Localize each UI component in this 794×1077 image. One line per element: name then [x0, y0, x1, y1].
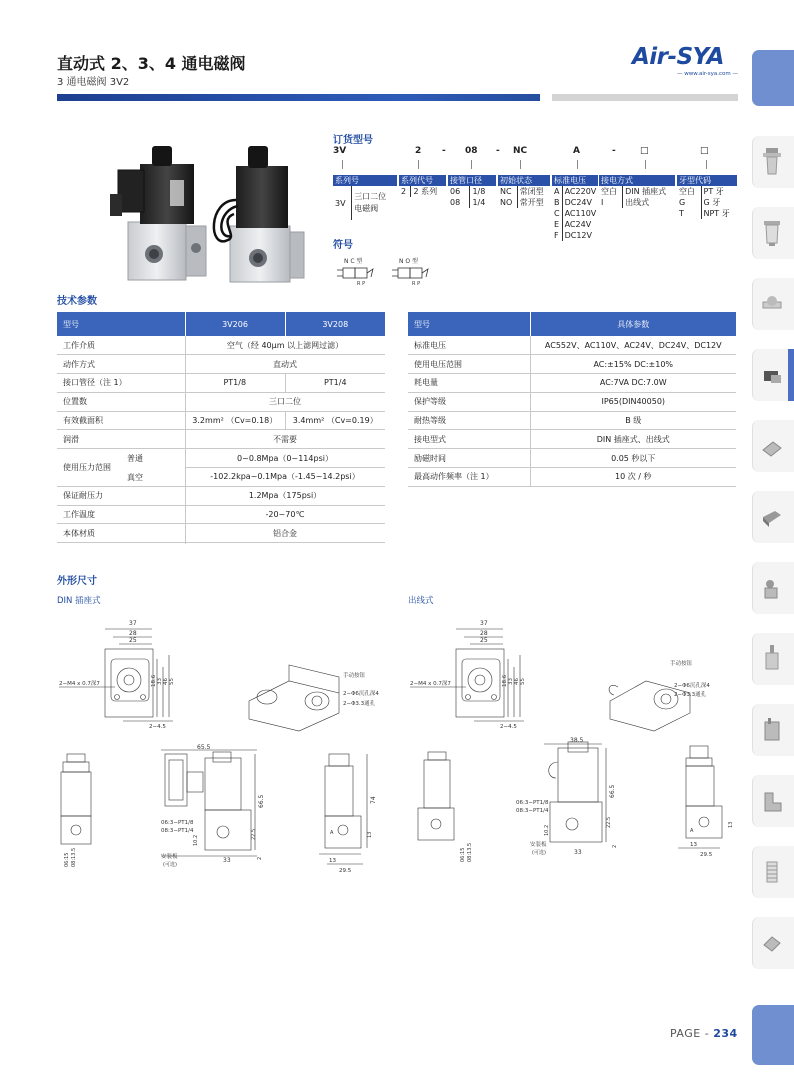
order-thread-table [677, 175, 737, 219]
symbol-heading: 符号 [333, 240, 353, 251]
side-tab-page[interactable] [752, 1005, 794, 1065]
side-tab-filter[interactable] [752, 136, 794, 188]
table-row: 耐热等级 B 级 [408, 411, 736, 430]
page-number: PAGE - 234 [670, 1027, 738, 1040]
table-row: 工作介质 空气（经 40μm 以上滤网过滤） [57, 336, 385, 355]
svg-text:06:15: 06:15 [64, 852, 70, 867]
order-voltage-code: F [554, 231, 559, 240]
table-row: 耗电量 AC:7VA DC:7.0W [408, 374, 736, 393]
order-initial-desc: 常开型 [517, 197, 550, 208]
svg-text:2−4.5: 2−4.5 [149, 724, 166, 730]
svg-text:22.5: 22.5 [606, 816, 612, 828]
table-row: 最高动作频率（注 1） 10 次 / 秒 [408, 468, 736, 487]
order-thread-code: 空白 [679, 187, 695, 196]
code-thread: □ [700, 146, 709, 156]
svg-text:2: 2 [257, 856, 263, 860]
order-series-desc: 三口二位 电磁阀 [352, 186, 397, 220]
order-thread-code: G [679, 198, 686, 207]
svg-text:10.2: 10.2 [193, 834, 199, 846]
table-row: 接电型式 DIN 插座式、出线式 [408, 430, 736, 449]
svg-text:65.5: 65.5 [197, 744, 211, 751]
spec-header-params: 具体参数 [530, 312, 736, 336]
svg-text:2−M4 x 0.7深7: 2−M4 x 0.7深7 [59, 681, 100, 687]
solenoid-icon [761, 359, 783, 391]
svg-text:13: 13 [329, 858, 336, 864]
filter-icon [761, 146, 783, 178]
order-port-desc: 1/8 [470, 186, 496, 197]
silencer-icon [761, 856, 783, 888]
svg-text:33: 33 [157, 678, 163, 685]
valve-symbols [333, 256, 443, 288]
lubricator-icon [761, 217, 783, 249]
side-tab-lubricator[interactable] [752, 207, 794, 259]
svg-text:55: 55 [520, 678, 526, 685]
order-initial-table [498, 175, 550, 208]
code-voltage: A [573, 146, 580, 156]
svg-text:66.5: 66.5 [609, 784, 616, 798]
order-series-header: 系列号 [333, 175, 397, 186]
switch-icon [761, 714, 783, 746]
svg-text:38.5: 38.5 [570, 737, 584, 744]
spec-header-3v208: 3V208 [285, 312, 385, 336]
tech-heading: 技术参数 [57, 296, 97, 307]
svg-text:18.6: 18.6 [151, 674, 157, 687]
logo-text: Air-SYA [632, 44, 724, 70]
side-tab-solenoid[interactable] [752, 349, 794, 401]
svg-text:10.2: 10.2 [544, 824, 550, 836]
order-connection-code: 空白 [601, 187, 617, 196]
svg-text:安装板: 安装板 [161, 854, 178, 860]
code-dash-3: - [612, 146, 616, 156]
svg-text:手动按钮: 手动按钮 [670, 661, 693, 667]
fitting-icon [761, 288, 783, 320]
svg-text:08:13.5: 08:13.5 [467, 842, 473, 862]
code-tick [706, 160, 707, 169]
order-voltage-header: 标准电压 [552, 175, 598, 186]
svg-text:22.5: 22.5 [251, 828, 257, 840]
table-row: 励磁时间 0.05 秒以下 [408, 449, 736, 468]
wire-top-view [408, 615, 738, 740]
code-tick [520, 160, 521, 169]
svg-text:2−4.5: 2−4.5 [500, 724, 517, 730]
header-bar-gray [552, 94, 738, 101]
side-tab-accessory[interactable] [752, 917, 794, 969]
svg-text:46: 46 [514, 678, 520, 685]
spec-col-divider [185, 336, 186, 544]
svg-text:06:3−PT1/8: 06:3−PT1/8 [161, 820, 194, 826]
order-connection-table [599, 175, 675, 208]
svg-text:28: 28 [480, 630, 488, 637]
accessory-icon [761, 927, 783, 959]
table-row: 位置数 三口二位 [57, 392, 385, 411]
svg-text:25: 25 [480, 637, 488, 644]
svg-text:37: 37 [480, 620, 488, 627]
code-initial: NC [513, 146, 528, 156]
din-front-views [57, 742, 387, 872]
order-seriescode-code: 2 [401, 187, 407, 196]
dims-heading: 外形尺寸 [57, 576, 97, 587]
order-voltage-desc: AC110V [562, 208, 598, 219]
svg-text:29.5: 29.5 [700, 852, 713, 858]
spec-table-right [408, 312, 736, 487]
table-row: 动作方式 直动式 [57, 355, 385, 374]
svg-text:08:3−PT1/4: 08:3−PT1/4 [161, 828, 194, 834]
svg-text:安装板: 安装板 [530, 842, 547, 848]
svg-text:2: 2 [612, 844, 618, 848]
order-seriescode-desc: 2 系列 [411, 186, 446, 197]
order-port-table [448, 175, 496, 208]
code-tick [577, 160, 578, 169]
dims-din-label: DIN 插座式 [57, 596, 101, 606]
order-thread-code: T [679, 209, 684, 218]
table-row: 标准电压 AC552V、AC110V、AC24V、DC24V、DC12V [408, 336, 736, 355]
side-tab-switch[interactable] [752, 704, 794, 756]
order-port-header: 接管口径 [448, 175, 496, 186]
page-subtitle: 3 通电磁阀 3V2 [57, 77, 130, 88]
svg-text:13: 13 [728, 821, 734, 828]
svg-text:33: 33 [574, 849, 582, 856]
svg-text:R P: R P [412, 281, 421, 287]
code-tick [645, 160, 646, 169]
side-tab-main[interactable] [752, 50, 794, 106]
table-row: 工作温度 -20~70℃ [57, 505, 385, 524]
code-port: 08 [465, 146, 478, 156]
spec-header-3v206: 3V206 [185, 312, 285, 336]
side-tab-silencer[interactable] [752, 846, 794, 898]
svg-text:(可选): (可选) [532, 850, 546, 856]
order-voltage-code: C [554, 209, 560, 218]
order-voltage-desc: AC24V [562, 219, 598, 230]
svg-text:08:13.5: 08:13.5 [71, 847, 77, 867]
svg-text:A: A [330, 830, 334, 836]
manifold-icon [761, 501, 783, 533]
order-series-table [333, 175, 397, 220]
table-row: 真空 -102.2kpa~0.1Mpa（-1.45~14.2psi） [57, 468, 385, 487]
order-initial-code: NC [500, 187, 512, 196]
order-voltage-desc: AC220V [562, 186, 598, 197]
side-tab-manifold[interactable] [752, 491, 794, 543]
header-bar [57, 94, 540, 101]
side-tab-elbow[interactable] [752, 775, 794, 827]
symbol-nc-label: N C 型 [344, 258, 363, 265]
logo-url: — www.air-sya.com — [676, 71, 738, 77]
svg-text:A: A [690, 828, 694, 834]
svg-text:55: 55 [169, 678, 175, 685]
product-photo [88, 140, 310, 285]
svg-text:25: 25 [129, 637, 137, 644]
elbow-icon [761, 785, 783, 817]
order-voltage-code: B [554, 198, 560, 207]
table-row: 使用压力范围 普通 0~0.8Mpa（0~114psi） [57, 449, 385, 468]
svg-text:R P: R P [357, 281, 366, 287]
code-tick [418, 160, 419, 169]
table-row: 本体材质 铝合金 [57, 524, 385, 543]
order-port-code: 06 [450, 187, 461, 196]
valve-icon [761, 430, 783, 462]
svg-text:06:3−PT1/8: 06:3−PT1/8 [516, 800, 549, 806]
svg-text:2−Φ6沉孔深4: 2−Φ6沉孔深4 [674, 683, 710, 689]
page-title: 直动式 2、3、4 通电磁阀 [57, 54, 246, 73]
dims-wire-label: 出线式 [408, 596, 434, 606]
symbol-no-label: N O 型 [399, 258, 419, 265]
code-series-code: 2 [415, 146, 422, 156]
code-tick [471, 160, 472, 169]
order-voltage-table [552, 175, 598, 241]
svg-text:46: 46 [163, 678, 169, 685]
order-voltage-desc: DC24V [562, 197, 598, 208]
svg-text:74: 74 [370, 796, 377, 804]
svg-text:33: 33 [508, 678, 514, 685]
side-tab-cylinder[interactable] [752, 562, 794, 614]
regulator-icon [761, 643, 783, 675]
code-series: 3V [333, 146, 347, 156]
order-initial-desc: 常闭型 [517, 186, 550, 197]
spec-table-left [57, 312, 385, 543]
svg-text:08:3−PT1/4: 08:3−PT1/4 [516, 808, 549, 814]
ordering-heading: 订货型号 [333, 135, 373, 146]
table-row: 保护等级 IP65(DIN40050) [408, 392, 736, 411]
table-row: 使用电压范围 AC:±15% DC:±10% [408, 355, 736, 374]
table-row: 有效截面积 3.2mm² （Cv=0.18） 3.4mm² （Cv=0.19） [57, 411, 385, 430]
din-top-view [57, 615, 387, 740]
order-voltage-code: E [554, 220, 560, 229]
svg-text:33: 33 [223, 857, 231, 864]
svg-text:2−Φ3.3通孔: 2−Φ3.3通孔 [343, 701, 376, 707]
order-thread-desc: PT 牙 [701, 186, 737, 197]
spec-header-model: 型号 [57, 312, 185, 336]
table-row: 润滑 不需要 [57, 430, 385, 449]
order-thread-header: 牙型代码 [677, 175, 737, 186]
svg-text:06:15: 06:15 [460, 847, 466, 862]
table-row: 接口管径（注 1） PT1/8 PT1/4 [57, 374, 385, 393]
brand-logo [632, 44, 738, 88]
order-initial-code: NO [500, 198, 513, 207]
order-voltage-desc: DC12V [562, 230, 598, 241]
side-tab-fitting[interactable] [752, 278, 794, 330]
code-connection: □ [640, 146, 649, 156]
order-initial-header: 初始状态 [498, 175, 550, 186]
svg-text:13: 13 [690, 842, 697, 848]
order-connection-header: 接电方式 [599, 175, 675, 186]
svg-text:2−Φ6沉孔深4: 2−Φ6沉孔深4 [343, 691, 379, 697]
svg-text:手动按钮: 手动按钮 [343, 673, 366, 679]
svg-text:2−Φ3.3通孔: 2−Φ3.3通孔 [674, 692, 707, 698]
order-port-code: 08 [450, 198, 461, 207]
svg-text:18.6: 18.6 [502, 674, 508, 687]
code-dash-1: - [442, 146, 446, 156]
svg-text:66.5: 66.5 [258, 794, 265, 808]
order-thread-desc: G 牙 [701, 197, 737, 208]
code-tick [342, 160, 343, 169]
order-connection-code: I [601, 198, 604, 207]
order-series-value: 3V [335, 198, 346, 208]
spec-header-model-right: 型号 [408, 312, 530, 336]
order-port-desc: 1/4 [470, 197, 496, 208]
side-tab-valve[interactable] [752, 420, 794, 472]
cylinder-icon [761, 572, 783, 604]
order-seriescode-table [399, 175, 446, 197]
svg-text:13: 13 [367, 831, 373, 838]
table-row: 保证耐压力 1.2Mpa（175psi） [57, 486, 385, 505]
svg-text:28: 28 [129, 630, 137, 637]
code-dash-2: - [496, 146, 500, 156]
wire-front-views [408, 732, 738, 872]
svg-text:37: 37 [129, 620, 137, 627]
order-connection-desc: 出线式 [623, 197, 675, 208]
svg-text:2−M4 x 0.7深7: 2−M4 x 0.7深7 [410, 681, 451, 687]
svg-text:29.5: 29.5 [339, 868, 352, 872]
order-voltage-code: A [554, 187, 560, 196]
order-seriescode-header: 系列代号 [399, 175, 446, 186]
order-thread-desc: NPT 牙 [701, 208, 737, 219]
side-tab-regulator[interactable] [752, 633, 794, 685]
svg-text:(可选): (可选) [163, 862, 177, 868]
order-connection-desc: DIN 插座式 [623, 186, 675, 197]
